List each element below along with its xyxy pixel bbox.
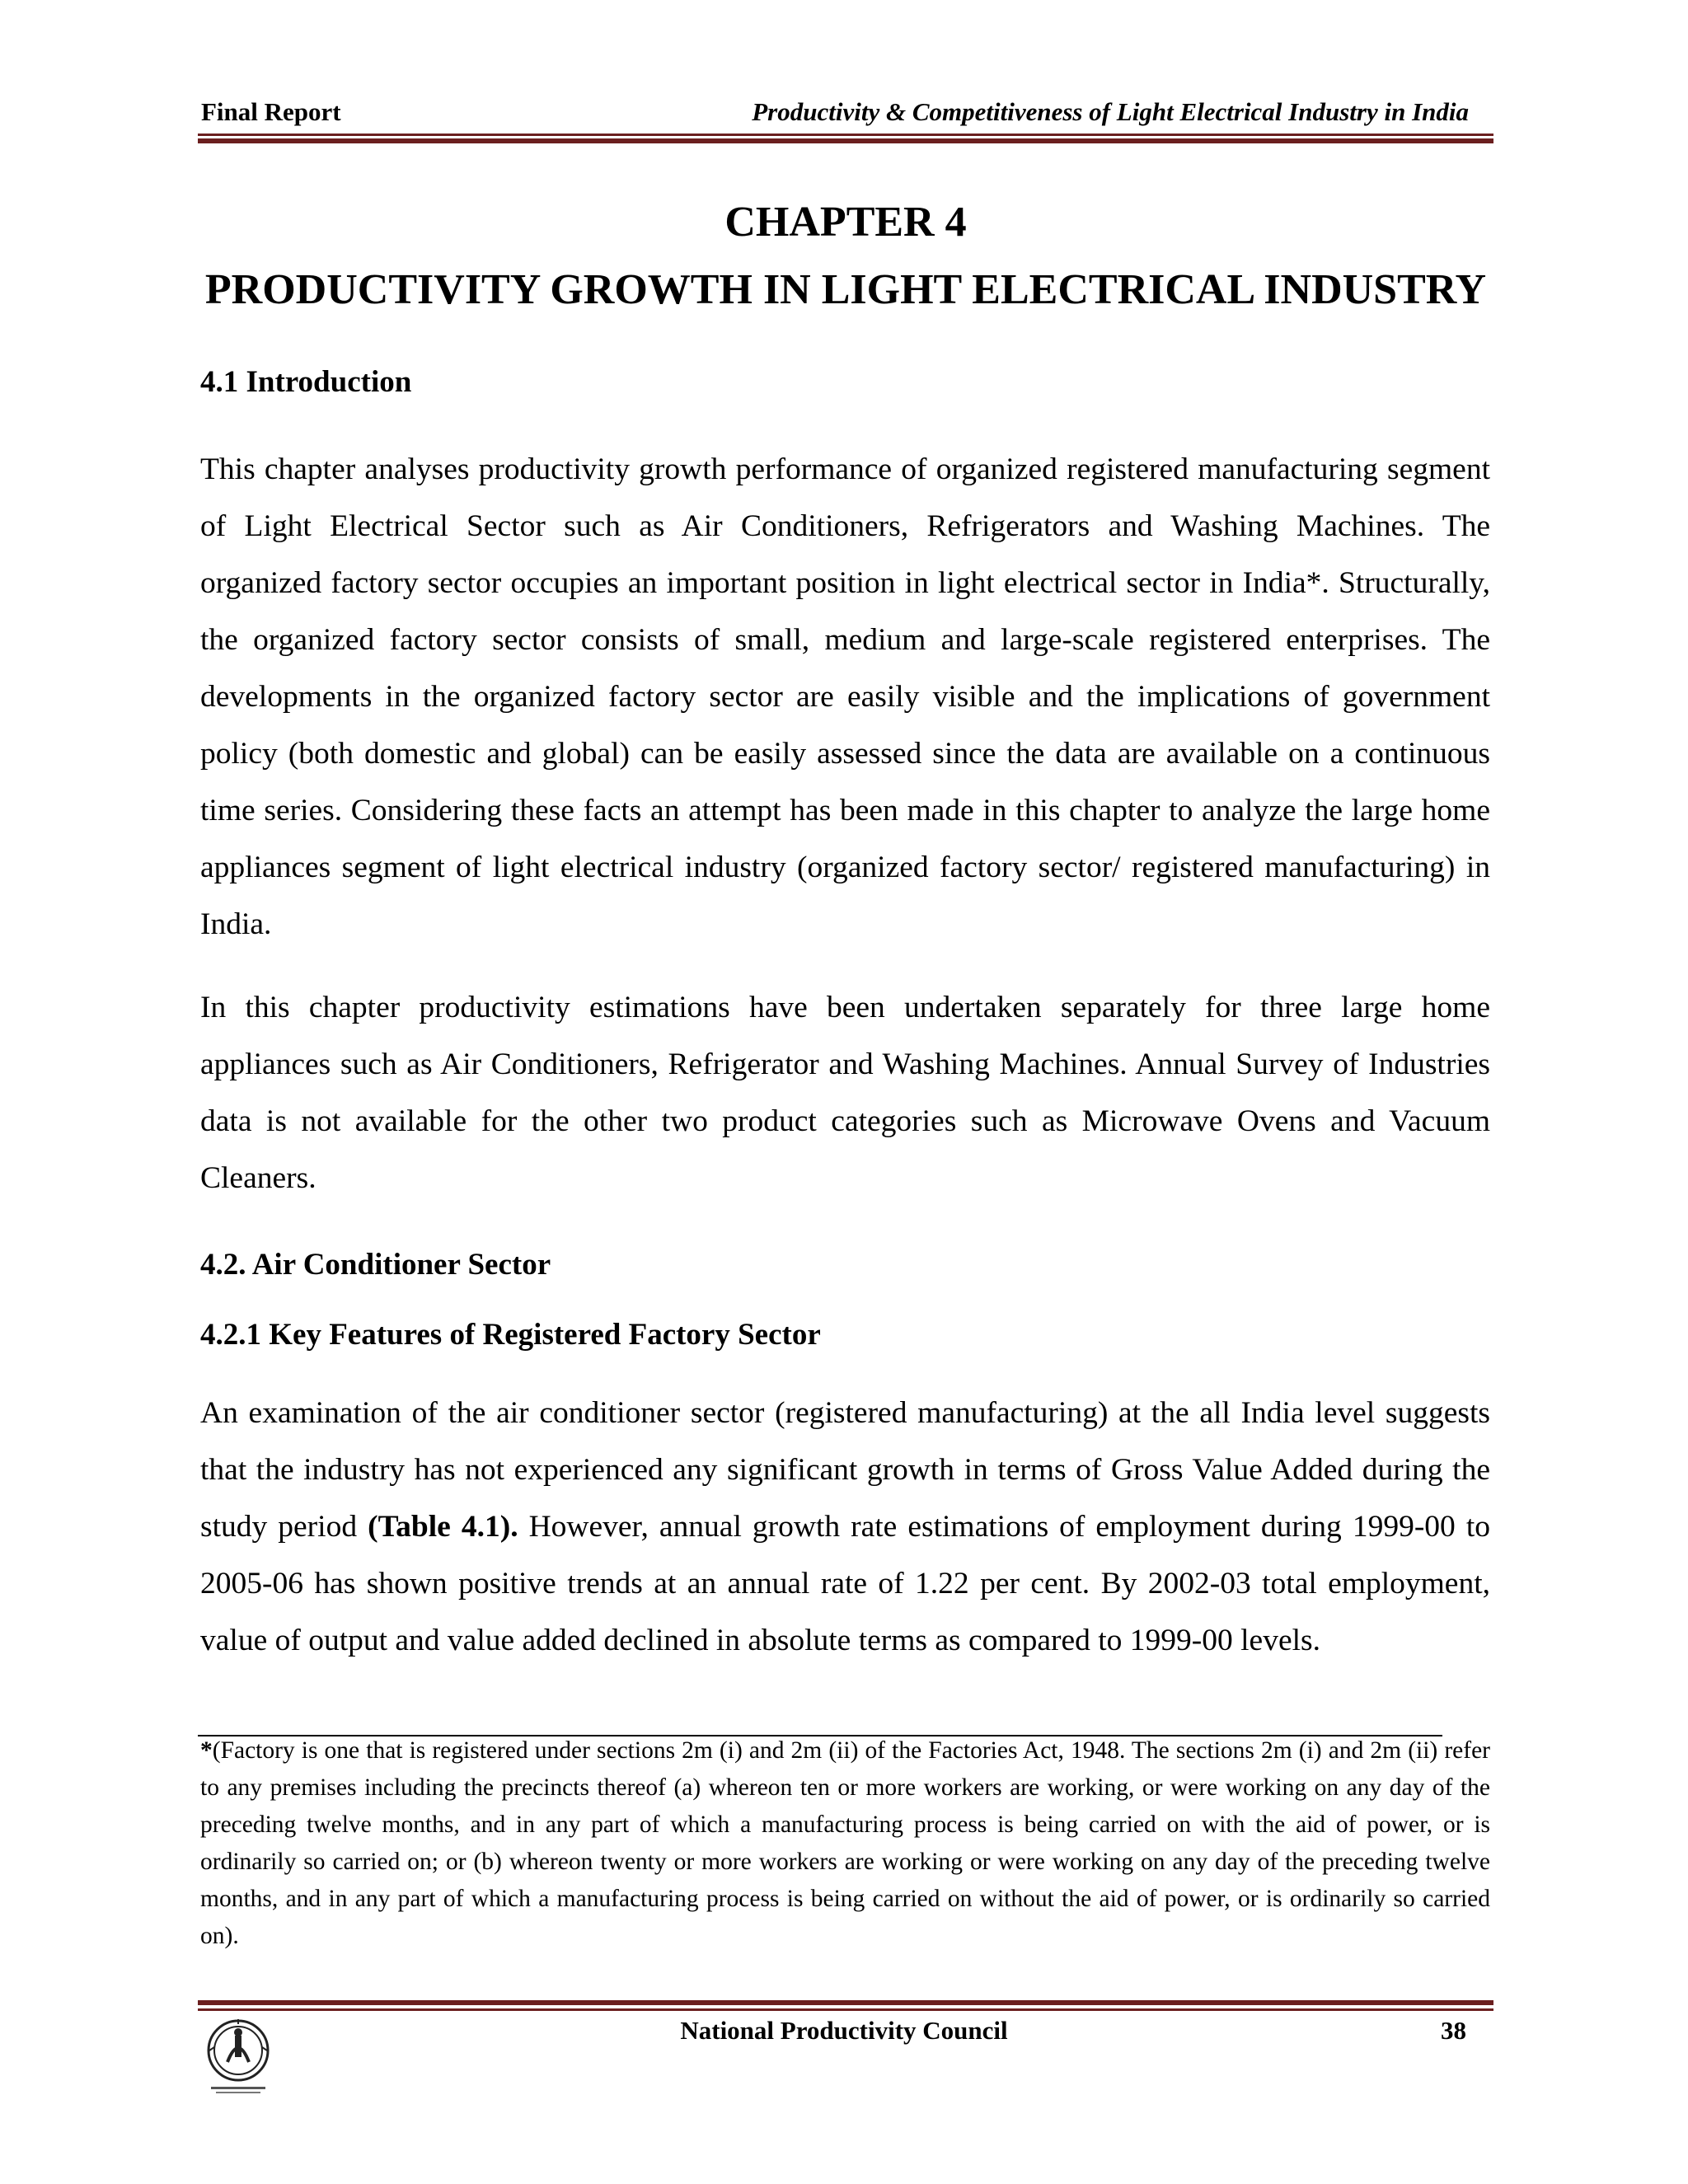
section-heading-introduction: 4.1 Introduction (200, 365, 412, 399)
key-features-text-a: An examination of the air conditioner sector (registered manufacturing) at the all India level suggests that the industry has not experienced any significant growth in terms of Gross Value Added during the study period (200, 1396, 1490, 1544)
page-header (198, 97, 1493, 130)
intro-paragraph-1: This chapter analyses productivity growth performance of organized registered manufacturing segment of Light Electrical Sector such as Air Conditioners, Refrigerators and Washing Machines. The organized factory sector occupies an important position in light electrical sector in India*. Structurally, the organized factory sector consists of small, medium and large-scale registered enterprises. The developments in the organized factory sector are easily visible and the implications of government policy (both domestic and global) can be easily assessed since the data are available on a continuous time series. Considering these facts an attempt has been made in this chapter to analyze the large home appliances segment of light electrical industry (organized factory sector/ registered manufacturing) in India. (200, 452, 1490, 941)
intro-paragraph-2: In this chapter productivity estimations have been undertaken separately for three large home appliances such as Air Conditioners, Refrigerator and Washing Machines. Annual Survey of Industries data is not available for the other two product categories such as Microwave Ovens and Vacuum Cleaners. (200, 991, 1490, 1195)
footer-rule-thin (198, 2008, 1493, 2011)
footer-rule-thick (198, 2000, 1493, 2005)
chapter-title: PRODUCTIVITY GROWTH IN LIGHT ELECTRICAL INDUSTRY (204, 266, 1487, 313)
section-heading-key-features: 4.2.1 Key Features of Registered Factory Sector (200, 1318, 821, 1352)
key-features-text-b: However, annual growth rate estimations of employment during 1999-00 to 2005-06 has shown positive trends at an annual rate of 1.22 per cent. By 2002-03 total employment, value of output and value added declined in absolute terms as compared to 1999-00 levels. (200, 1510, 1490, 1657)
footnote-mark: * (200, 1737, 213, 1764)
table-reference: (Table 4.1). (368, 1510, 518, 1544)
header-rule-thin (198, 134, 1493, 136)
header-report-title: Productivity & Competitiveness of Light Electrical Industry in India (752, 97, 1469, 126)
header-rule-thick (198, 138, 1493, 143)
footnote (200, 1732, 1490, 1955)
section-heading-air-conditioner: 4.2. Air Conditioner Sector (200, 1248, 551, 1282)
key-features-paragraph (200, 1385, 1490, 1669)
footnote-text: (Factory is one that is registered under sections 2m (i) and 2m (ii) of the Factories Act, 1948. The sections 2m (i) and 2m (ii) refer to any premises including the precincts thereof (a) whereon ten or more workers are working, or were working on any day of the preceding twelve months, and in any part of which a manufacturing process is being carried on with the aid of power, or is ordinarily so carried on; or (b) whereon twenty or more workers are working or were working on any day of the preceding twelve months, and in any part of which a manufacturing process is being carried on without the aid of power, or is ordinarily so carried on). (200, 1737, 1490, 1949)
page-number: 38 (1441, 2016, 1466, 2045)
footer-organization: National Productivity Council (680, 2016, 1008, 2045)
chapter-number: CHAPTER 4 (724, 199, 967, 246)
header-report-label: Final Report (201, 97, 341, 126)
